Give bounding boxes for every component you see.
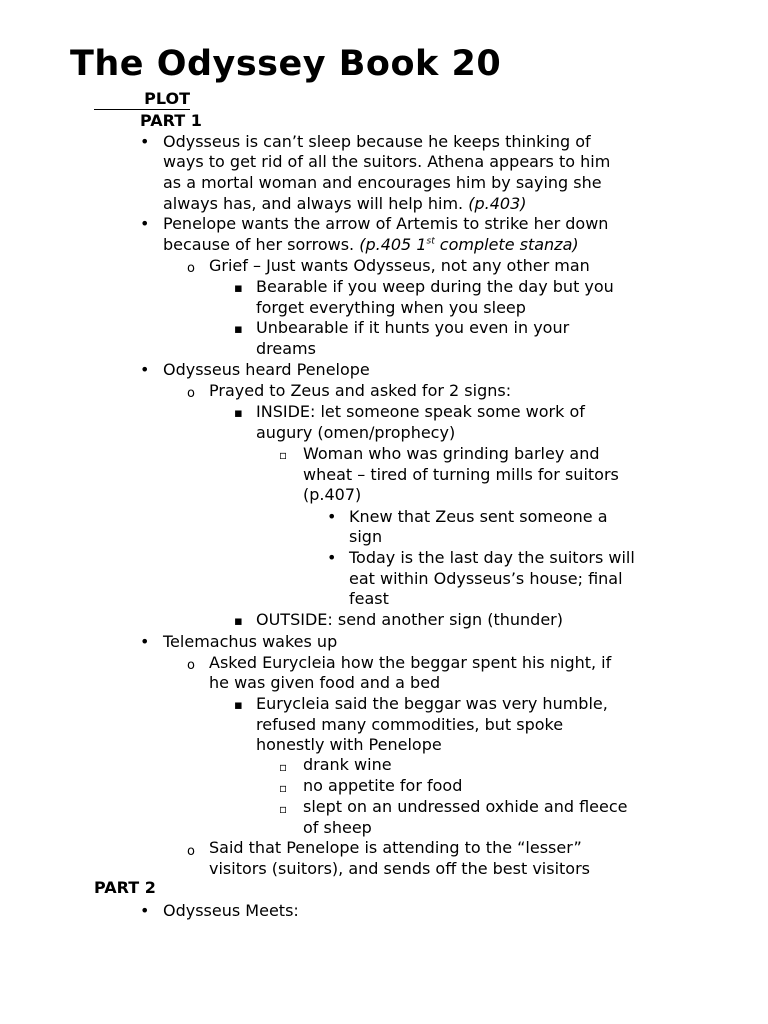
square-marker	[234, 610, 243, 633]
text-line: Grief – Just wants Odysseus, not any other man	[209, 256, 590, 275]
square-marker	[234, 694, 243, 717]
text-line: OUTSIDE: send another sign (thunder)	[256, 610, 563, 629]
text-line: he was given food and a bed	[209, 673, 441, 692]
text-line: dreams	[256, 339, 316, 358]
text-line: of sheep	[303, 818, 372, 837]
text-run: because of her sorrows.	[163, 235, 360, 254]
circle-marker	[187, 840, 195, 863]
text-line	[163, 194, 527, 215]
text-line: as a mortal woman and encourages him by saying she	[163, 173, 602, 192]
text-line: slept on an undressed oxhide and fleece	[303, 797, 628, 816]
text-line: Bearable if you weep during the day but you	[256, 277, 614, 296]
square-marker	[234, 318, 243, 341]
text-line: Prayed to Zeus and asked for 2 signs:	[209, 381, 512, 400]
superscript: st	[426, 236, 435, 247]
text-line: Asked Eurycleia how the beggar spent his night, if	[209, 653, 612, 672]
page-reference: (p.403)	[468, 194, 527, 213]
hollow-square-marker	[279, 444, 287, 466]
bullet-marker	[140, 360, 149, 381]
part2-heading: PART 2	[94, 878, 156, 897]
circle-marker	[187, 382, 195, 405]
page-title: The Odyssey Book 20	[70, 44, 502, 84]
text-line: augury (omen/prophecy)	[256, 423, 456, 442]
bullet-marker	[327, 548, 336, 569]
hollow-square-marker	[279, 756, 287, 778]
text-line: Telemachus wakes up	[163, 632, 338, 651]
circle-marker	[187, 654, 195, 677]
text-line: eat within Odysseus’s house; final	[349, 569, 623, 588]
bullet-marker	[327, 507, 336, 528]
text-line: (p.407)	[303, 485, 362, 504]
text-line: ways to get rid of all the suitors. Athena appears to him	[163, 152, 611, 171]
circle-marker	[187, 257, 195, 280]
text-line	[163, 235, 579, 256]
text-line: Odysseus heard Penelope	[163, 360, 370, 379]
text-line: Woman who was grinding barley and	[303, 444, 600, 463]
text-run: (p.405 1	[359, 235, 427, 254]
text-line: INSIDE: let someone speak some work of	[256, 402, 585, 421]
text-line: sign	[349, 527, 383, 546]
bullet-marker	[140, 632, 149, 653]
plot-heading: PLOT	[94, 89, 190, 110]
text-line: Odysseus is can’t sleep because he keeps thinking of	[163, 132, 591, 151]
text-run: always has, and always will help him.	[163, 194, 469, 213]
text-line: Eurycleia said the beggar was very humble,	[256, 694, 608, 713]
hollow-square-marker	[279, 798, 287, 820]
text-line: feast	[349, 589, 389, 608]
text-line: Unbearable if it hunts you even in your	[256, 318, 570, 337]
text-line: drank wine	[303, 755, 392, 774]
text-line: Penelope wants the arrow of Artemis to strike her down	[163, 214, 609, 233]
part1-heading: PART 1	[140, 111, 202, 130]
bullet-marker	[140, 901, 149, 922]
text-line: no appetite for food	[303, 776, 463, 795]
text-line: refused many commodities, but spoke	[256, 715, 564, 734]
text-line: Said that Penelope is attending to the “lesser”	[209, 838, 582, 857]
text-line: forget everything when you sleep	[256, 298, 526, 317]
square-marker	[234, 402, 243, 425]
square-marker	[234, 277, 243, 300]
text-line: visitors (suitors), and sends off the best visitors	[209, 859, 591, 878]
text-line: Today is the last day the suitors will	[349, 548, 635, 567]
text-line: honestly with Penelope	[256, 735, 442, 754]
page-reference	[359, 235, 578, 254]
hollow-square-marker	[279, 777, 287, 799]
text-line: Odysseus Meets:	[163, 901, 299, 920]
bullet-marker	[140, 214, 149, 235]
text-line: Knew that Zeus sent someone a	[349, 507, 608, 526]
bullet-marker	[140, 132, 149, 153]
text-run: complete stanza)	[434, 235, 579, 254]
text-line: wheat – tired of turning mills for suitors	[303, 465, 619, 484]
